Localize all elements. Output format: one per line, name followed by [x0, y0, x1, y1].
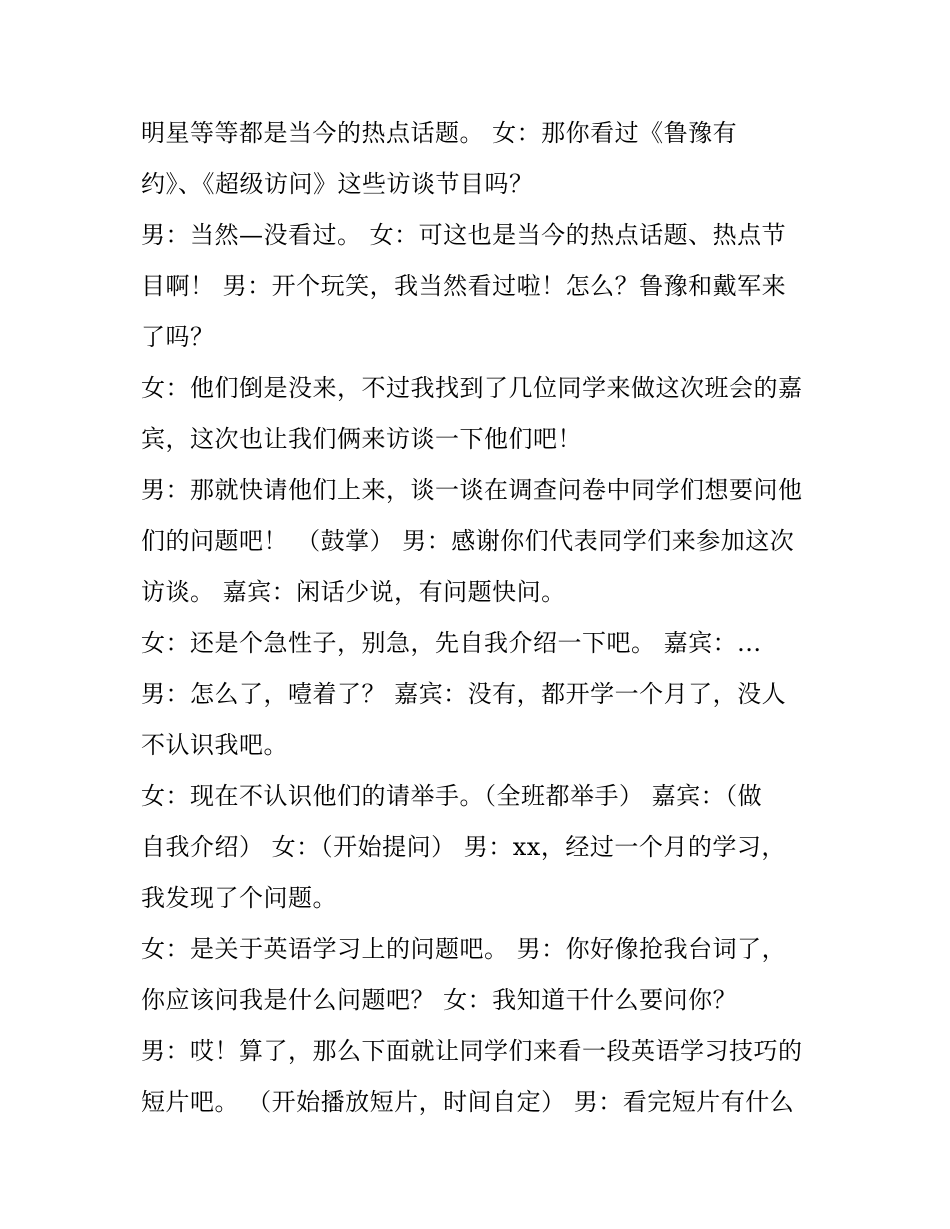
- text-line: 男：哎！算了，那么下面就让同学们来看一段英语学习技巧的: [141, 1037, 803, 1065]
- dialogue-text: [141, 108, 831, 1128]
- text-line: 明星等等都是当今的热点话题。 女：那你看过《鲁豫有: [141, 119, 738, 147]
- text-line: 目啊！ 男：开个玩笑，我当然看过啦！怎么？鲁豫和戴军来: [141, 272, 787, 300]
- text-line: 女：他们倒是没来，不过我找到了几位同学来做这次班会的嘉: [141, 374, 803, 402]
- text-line: 你应该问我是什么问题吧？ 女：我知道干什么要问你？: [141, 986, 738, 1014]
- text-line: 我发现了个问题。: [141, 884, 337, 912]
- text-line: 女：还是个急性子，别急，先自我介绍一下吧。 嘉宾：...: [141, 629, 762, 657]
- text-line: 女：是关于英语学习上的问题吧。 男：你好像抢我台词了，: [141, 935, 787, 963]
- text-line: 约》、《超级访问》这些访谈节目吗？: [141, 170, 534, 198]
- text-line: 不认识我吧。: [141, 731, 288, 759]
- text-line: 了吗？: [141, 323, 215, 351]
- text-line: 们的问题吧！ （鼓掌） 男：感谢你们代表同学们来参加这次: [141, 527, 795, 555]
- text-line: 男：当然—没看过。 女：可这也是当今的热点话题、热点节: [141, 221, 787, 249]
- text-line: 男：那就快请他们上来，谈一谈在调查问卷中同学们想要问他: [141, 476, 803, 504]
- text-line: 女：现在不认识他们的请举手。（全班都举手） 嘉宾：（做: [141, 782, 763, 810]
- text-line: 短片吧。 （开始播放短片，时间自定） 男：看完短片有什么: [141, 1088, 795, 1116]
- text-line: 宾，这次也让我们俩来访谈一下他们吧！: [141, 425, 582, 453]
- text-line: 访谈。 嘉宾：闲话少说，有问题快问。: [141, 578, 566, 606]
- text-line: 男：怎么了，噎着了？ 嘉宾：没有，都开学一个月了，没人: [141, 680, 787, 708]
- text-line: 自我介绍） 女：（开始提问） 男：xx，经过一个月的学习，: [141, 833, 786, 861]
